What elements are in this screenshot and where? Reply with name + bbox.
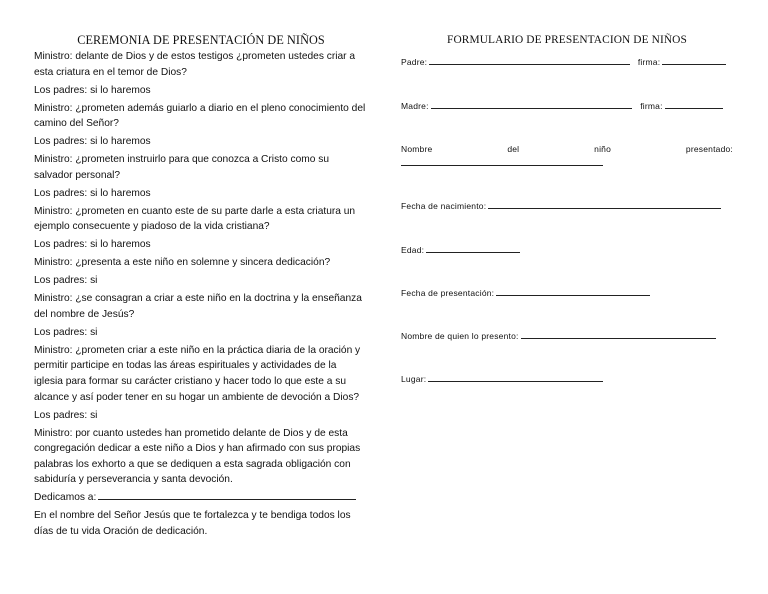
nombre-word: presentado: <box>685 144 733 154</box>
lugar-label: Lugar: <box>401 374 427 384</box>
padre-firma-field[interactable] <box>662 63 726 65</box>
ceremony-line: Los padres: si lo haremos <box>34 239 151 251</box>
padre-label: Padre: <box>401 57 428 67</box>
padre-row <box>401 57 726 67</box>
closing-text: En el nombre del Señor Jesús que te fortalezca y te bendiga todos los días de tu vida Oración de dedicación. <box>34 510 351 537</box>
dedication-row <box>34 490 368 506</box>
nombre-row <box>401 144 733 154</box>
ceremony-title: CEREMONIA DE PRESENTACIÓN DE NIÑOS <box>77 33 325 47</box>
ceremony-line: Los padres: si <box>34 326 98 338</box>
ceremony-column <box>34 33 368 542</box>
ceremony-line: Los padres: si lo haremos <box>34 187 151 199</box>
nombre-word: niño <box>594 144 612 154</box>
ceremony-line: Ministro: ¿se consagran a criar a este niño en la doctrina y la enseñanza del nombre de Jesús? <box>34 293 362 320</box>
fecha-presentacion-label: Fecha de presentación: <box>401 288 495 298</box>
madre-field[interactable] <box>431 107 632 109</box>
fecha-presentacion-row <box>401 288 650 298</box>
edad-label: Edad: <box>401 245 425 255</box>
dedication-blank[interactable] <box>98 498 356 500</box>
lugar-row <box>401 374 603 384</box>
fecha-nacimiento-row <box>401 201 721 211</box>
ceremony-line: Los padres: si <box>34 409 98 421</box>
dedication-label: Dedicamos a: <box>34 492 97 504</box>
presentador-label: Nombre de quien lo presento: <box>401 331 519 341</box>
form-title: FORMULARIO DE PRESENTACION DE NIÑOS <box>447 34 687 46</box>
edad-field[interactable] <box>426 251 520 253</box>
nombre-word: del <box>507 144 520 154</box>
nombre-word: Nombre <box>401 144 433 154</box>
padre-firma-label: firma: <box>637 57 661 67</box>
ceremony-line: Ministro: ¿prometen instruirlo para que conozca a Cristo como su salvador personal? <box>34 154 329 181</box>
ceremony-line: Ministro: delante de Dios y de estos testigos ¿prometen ustedes criar a esta criatura en el temor de Dios? <box>34 51 356 78</box>
padre-field[interactable] <box>429 63 630 65</box>
madre-firma-label: firma: <box>640 101 663 111</box>
nombre-field[interactable] <box>401 164 603 166</box>
presentador-row <box>401 331 716 341</box>
form-column <box>401 34 733 384</box>
ceremony-line: Ministro: ¿prometen criar a este niño en la práctica diaria de la oración y permitir participe en todas las áreas espirituales y actividades de la iglesia para formar su carácter cristiano y hacer todo lo que este a su alcance y así poder tener en su hogar un ambiente de devoción a Dios? <box>34 344 361 403</box>
ceremony-line: Ministro: ¿prometen en cuanto este de su parte darle a esta criatura un ejemplo consecuente y piadoso de la vida cristiana? <box>34 205 356 233</box>
ceremony-line: Ministro: ¿prometen además guiarlo a diario en el pleno conocimiento del camino del Señor? <box>34 102 366 130</box>
fecha-presentacion-field[interactable] <box>496 294 650 296</box>
ceremony-line: Ministro: por cuanto ustedes han prometido delante de Dios y de esta congregación dedicar a este niño a Dios y han afirmado con sus propias palabras los exhorto a que se dediquen a esta sagrada obligación con sabiduría y perseverancia y santa devoción. <box>34 427 361 486</box>
edad-row <box>401 245 520 255</box>
ceremony-line: Los padres: si lo haremos <box>34 84 151 96</box>
presentador-field[interactable] <box>521 337 716 339</box>
ceremony-line: Ministro: ¿presenta a este niño en solemne y sincera dedicación? <box>34 257 331 269</box>
madre-label: Madre: <box>401 101 429 111</box>
ceremony-line: Los padres: si <box>34 275 98 287</box>
madre-row <box>401 101 723 111</box>
fecha-nacimiento-label: Fecha de nacimiento: <box>401 201 487 211</box>
fecha-nacimiento-field[interactable] <box>488 207 721 209</box>
madre-firma-field[interactable] <box>665 107 723 109</box>
ceremony-line: Los padres: si lo haremos <box>34 136 151 148</box>
nombre-blank-row <box>401 158 603 168</box>
lugar-field[interactable] <box>428 380 603 382</box>
